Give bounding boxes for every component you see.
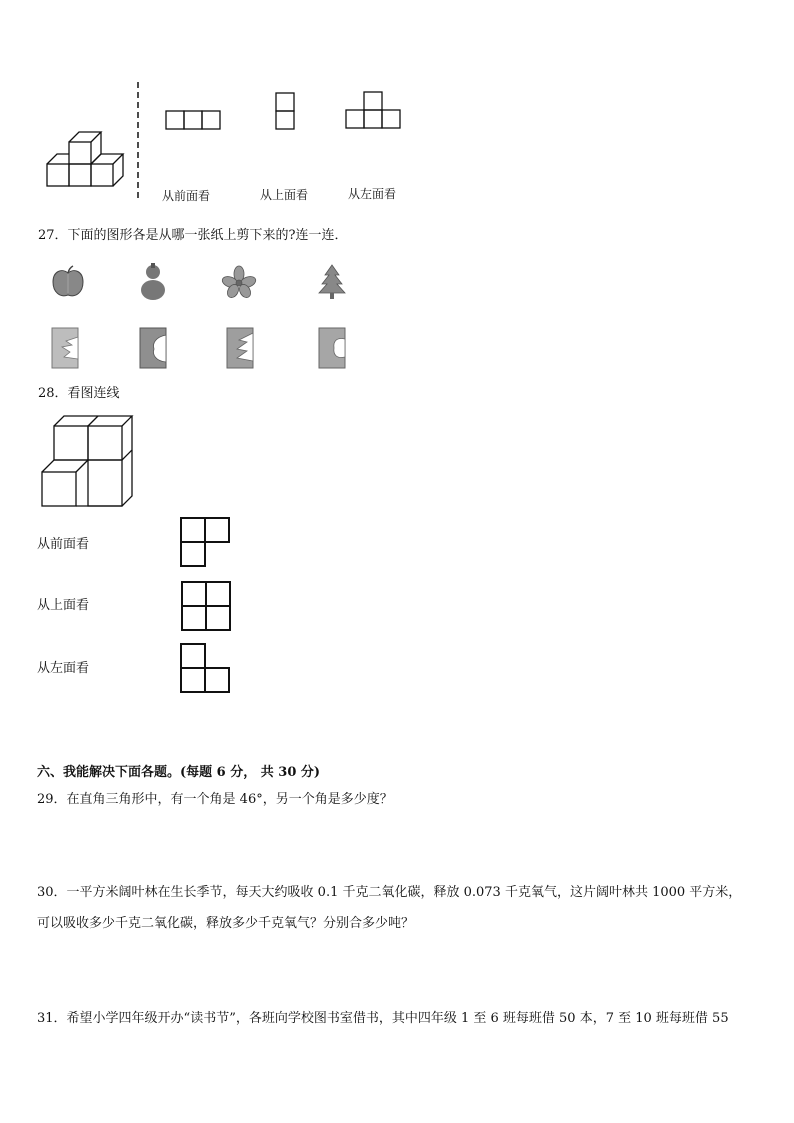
q29-text: 29．在直角三角形中，有一个角是 46°，另一个角是多少度？ bbox=[37, 792, 393, 807]
paper-apple-cutout-icon[interactable] bbox=[317, 327, 347, 369]
q28-view-option-3[interactable] bbox=[179, 642, 231, 696]
apple-shape-icon[interactable] bbox=[50, 264, 86, 300]
q26-solid-figure bbox=[40, 126, 130, 190]
q26-left-view-label: 从左面看 bbox=[348, 187, 397, 201]
q26-front-view-label: 从前面看 bbox=[162, 189, 211, 203]
q26-front-view-drawing bbox=[165, 110, 223, 132]
q30-line2: 可以吸收多少千克二氧化碳，释放多少千克氧气？分别合多少吨？ bbox=[37, 916, 415, 931]
tree-shape-icon[interactable] bbox=[316, 264, 348, 300]
q28-question: 28．看图连线 bbox=[38, 386, 120, 401]
flower-shape-icon[interactable] bbox=[222, 266, 256, 298]
q28-left-label: 从左面看 bbox=[37, 661, 90, 676]
q28-view-option-2[interactable] bbox=[180, 580, 232, 634]
q28-top-label: 从上面看 bbox=[37, 598, 90, 613]
section6-heading: 六、我能解决下面各题。(每题 6 分， 共 30 分) bbox=[37, 765, 321, 780]
q26-left-view-drawing bbox=[345, 91, 403, 131]
paper-flower-cutout-icon[interactable] bbox=[50, 327, 80, 369]
dashed-divider bbox=[136, 82, 140, 202]
gourd-shape-icon[interactable] bbox=[138, 262, 168, 302]
q26-top-view-drawing bbox=[275, 92, 297, 132]
q26-top-view-label: 从上面看 bbox=[260, 188, 309, 202]
paper-tree-cutout-icon[interactable] bbox=[225, 327, 255, 369]
paper-gourd-cutout-icon[interactable] bbox=[138, 327, 168, 369]
q27-question: 27．下面的图形各是从哪一张纸上剪下来的?连一连． bbox=[38, 228, 348, 243]
q30-line1: 30．一平方米阔叶林在生长季节，每天大约吸收 0.1 千克二氧化碳，释放 0.073 千克氧气，这片阔叶林共 1000 平方米， bbox=[37, 885, 742, 900]
q31-text: 31．希望小学四年级开办“读书节”，各班向学校图书室借书，其中四年级 1 至 6 班每班借 50 本，7 至 10 班每班借 55 bbox=[37, 1011, 729, 1026]
q28-view-option-1[interactable] bbox=[179, 516, 231, 570]
q28-solid-figure bbox=[38, 410, 134, 510]
q28-front-label: 从前面看 bbox=[37, 537, 90, 552]
